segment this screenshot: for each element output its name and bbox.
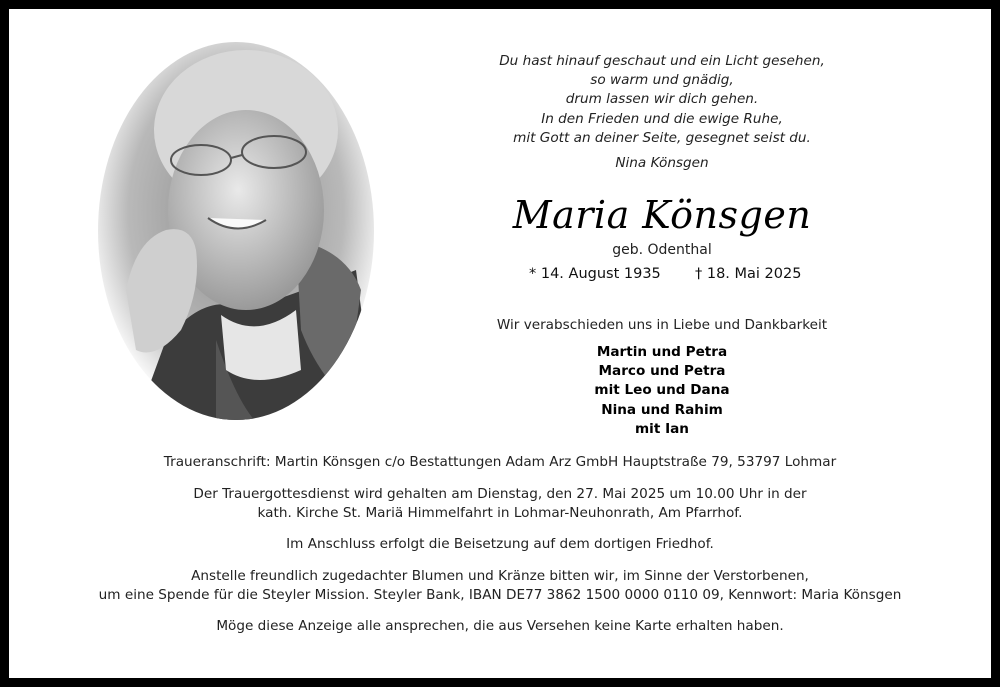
deceased-name: Maria Könsgen: [512, 193, 812, 237]
mourning-address: Traueranschrift: Martin Könsgen c/o Bestattungen Adam Arz GmbH Hauptstraße 79, 53797 Lohmar: [163, 454, 837, 470]
birth-name: geb. Odenthal: [612, 242, 712, 258]
family-member: mit Leo und Dana: [594, 382, 730, 399]
service-info: [60, 485, 940, 523]
poem-line: mit Gott an deiner Seite, gesegnet seist du.: [513, 129, 811, 146]
donation-info: [60, 567, 940, 605]
family-list: [452, 343, 872, 439]
farewell-text: Wir verabschieden uns in Liebe und Dankbarkeit: [496, 317, 828, 333]
poem-line: drum lassen wir dich gehen.: [565, 91, 759, 108]
poem-line: so warm und gnädig,: [590, 72, 734, 89]
service-line: Der Trauergottesdienst wird gehalten am Dienstag, den 27. Mai 2025 um 10.00 Uhr in der: [193, 486, 807, 502]
poem-line: In den Frieden und die ewige Ruhe,: [541, 110, 783, 127]
closing-note: Möge diese Anzeige alle ansprechen, die aus Versehen keine Karte erhalten haben.: [216, 618, 784, 634]
death-date: † 18. Mai 2025: [695, 266, 802, 282]
family-member: Nina und Rahim: [601, 401, 723, 418]
poem-author: Nina Könsgen: [615, 155, 709, 172]
burial-info: Im Anschluss erfolgt die Beisetzung auf dem dortigen Friedhof.: [286, 536, 714, 552]
service-line: kath. Kirche St. Mariä Himmelfahrt in Lohmar-Neuhonrath, Am Pfarrhof.: [257, 505, 743, 521]
family-member: Martin und Petra: [596, 344, 728, 360]
family-member: mit Ian: [635, 420, 689, 437]
donation-line: Anstelle freundlich zugedachter Blumen und Kränze bitten wir, im Sinne der Verstorbenen,: [191, 568, 809, 584]
poem-line: Du hast hinauf geschaut und ein Licht gesehen,: [499, 53, 825, 69]
birth-date: * 14. August 1935: [529, 266, 661, 282]
portrait-photo: [96, 40, 376, 422]
memorial-poem: [452, 52, 872, 173]
family-member: Marco und Petra: [598, 363, 726, 380]
donation-line: um eine Spende für die Steyler Mission. Steyler Bank, IBAN DE77 3862 1500 0000 0110 09, Kennwort: Maria Könsgen: [98, 587, 902, 603]
